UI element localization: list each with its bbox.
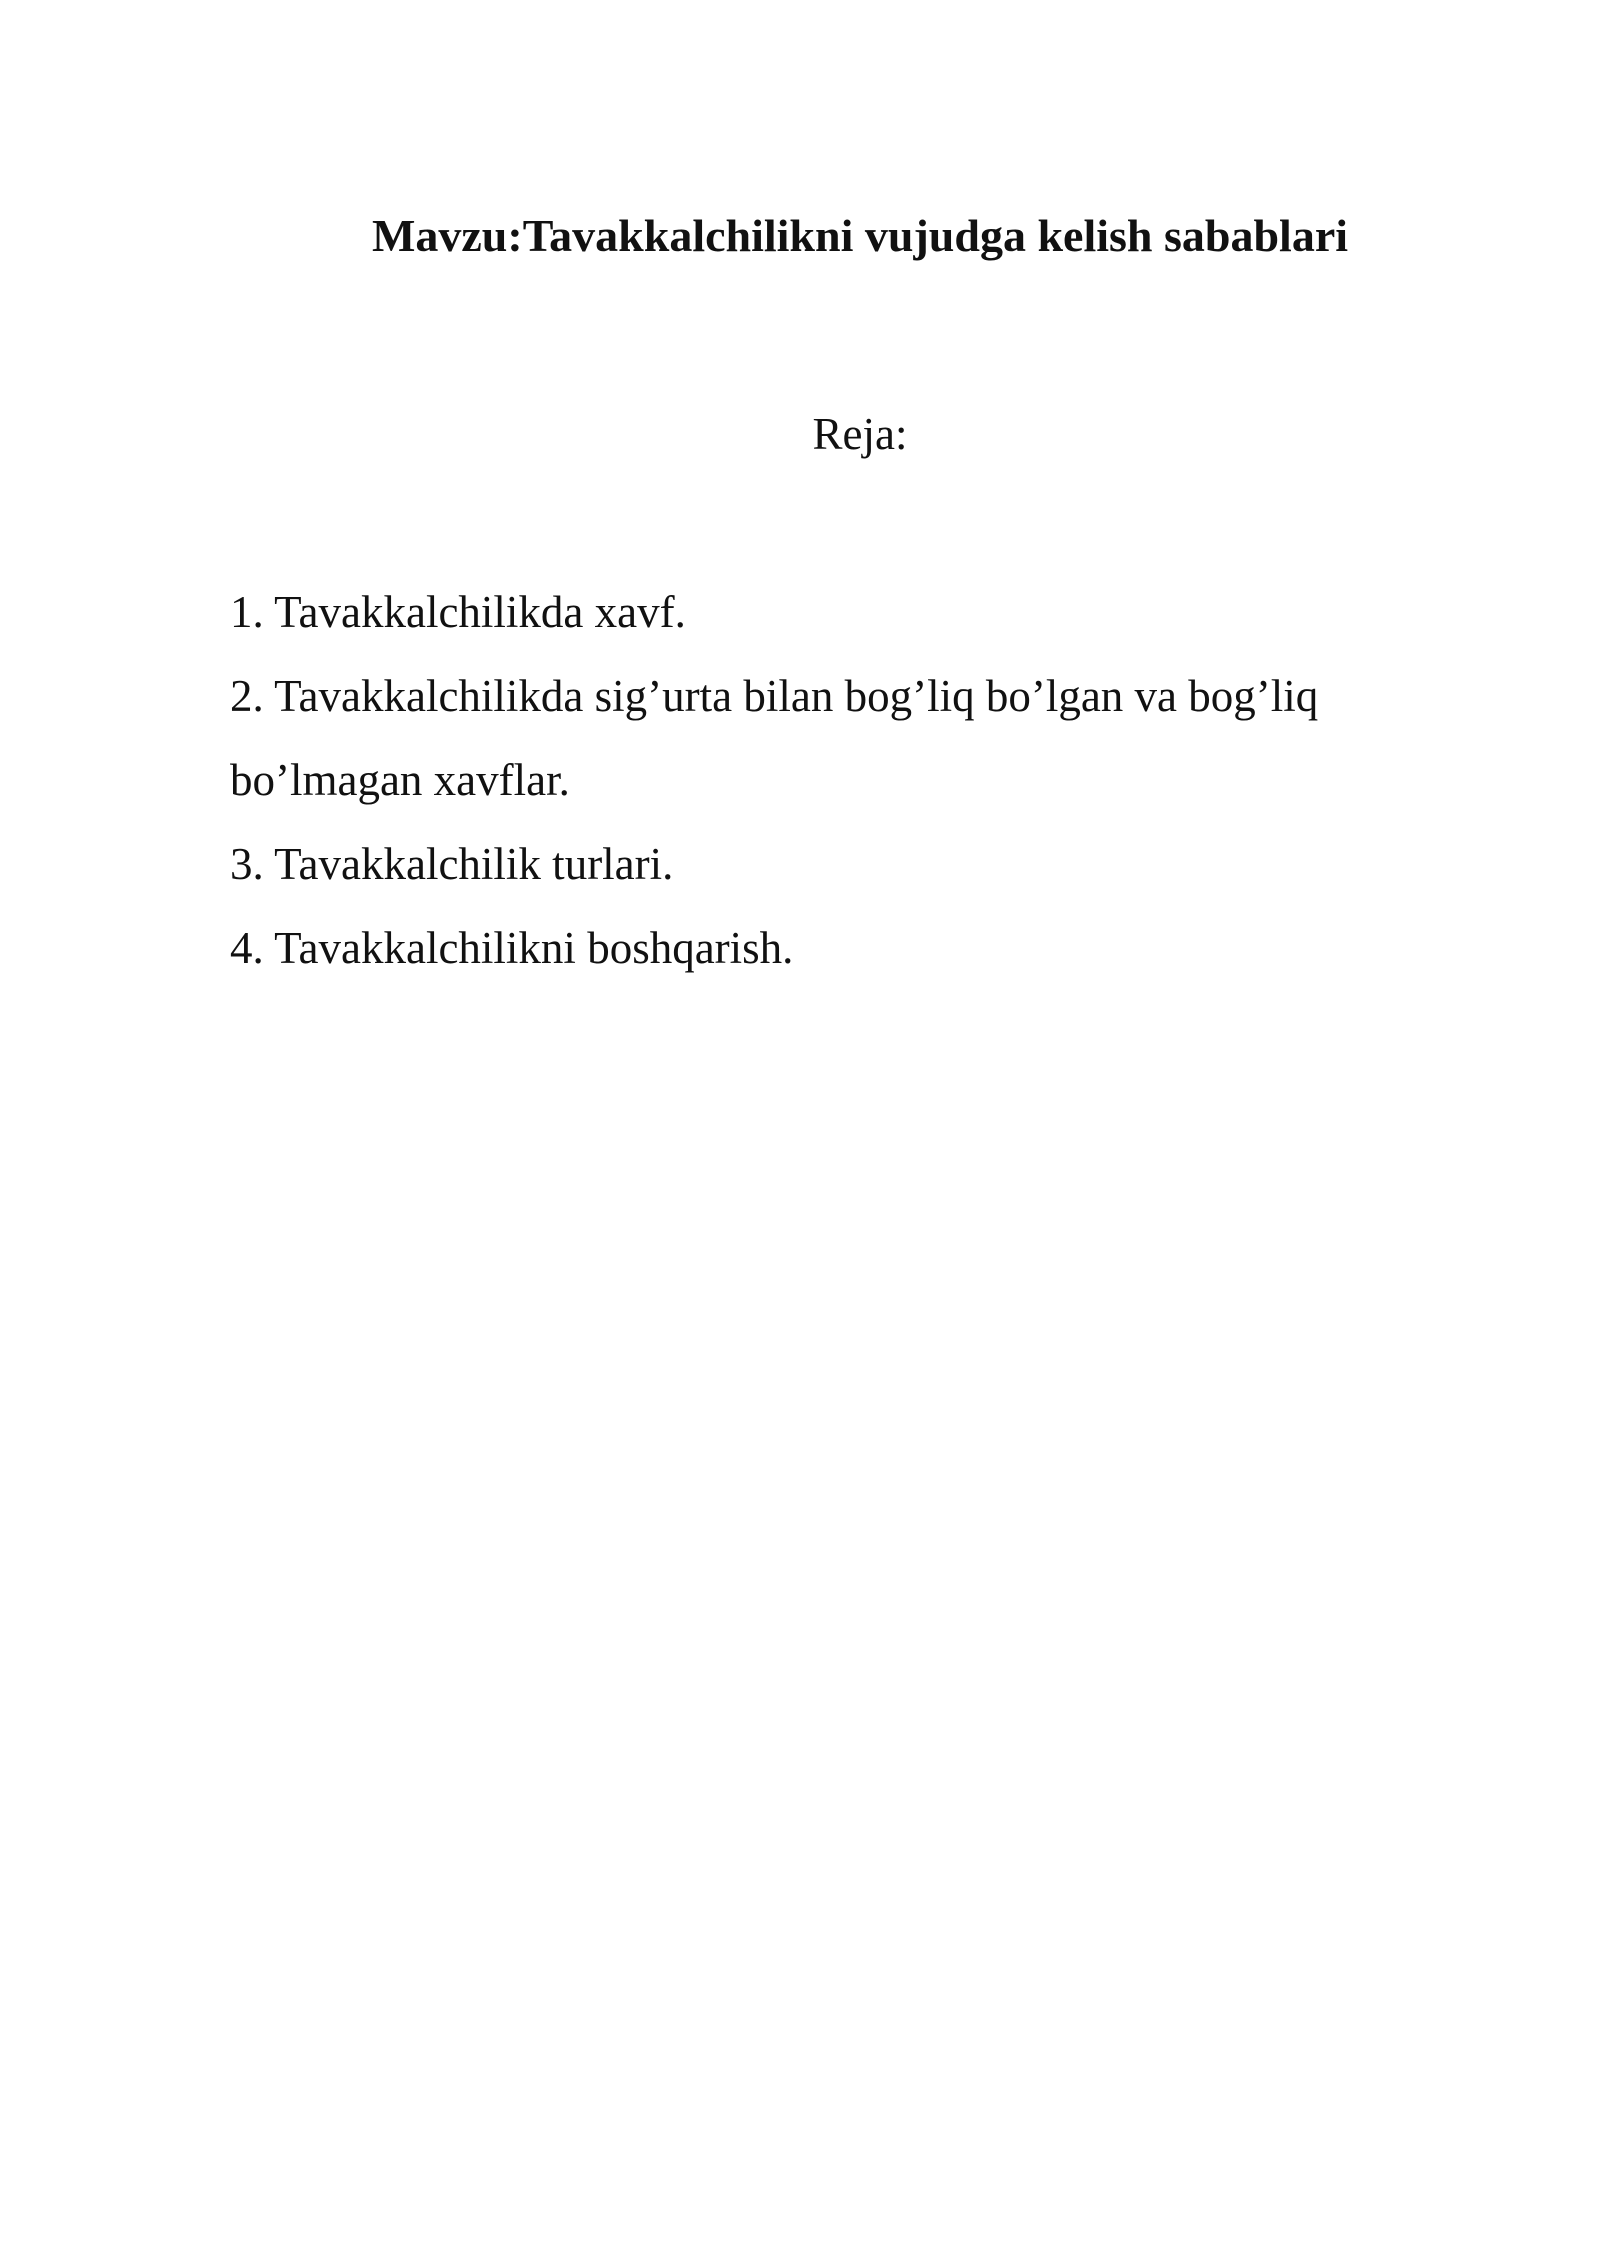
plan-item-2-continuation: bo’lmagan xavflar. [230,755,570,805]
plan-item-4: 4. Tavakkalchilikni boshqarish. [230,923,794,973]
plan-heading: Reja: [812,409,908,459]
plan-item-2: 2. Tavakkalchilikda sig’urta bilan bog’liq bo’lgan va bog’liq [230,671,1319,721]
plan-list [230,570,1430,990]
plan-item-1: 1. Tavakkalchilikda xavf. [230,587,686,637]
document-title: Mavzu:Tavakkalchilikni vujudga kelish sabablari [371,210,1349,261]
plan-item-3: 3. Tavakkalchilik turlari. [230,839,674,889]
